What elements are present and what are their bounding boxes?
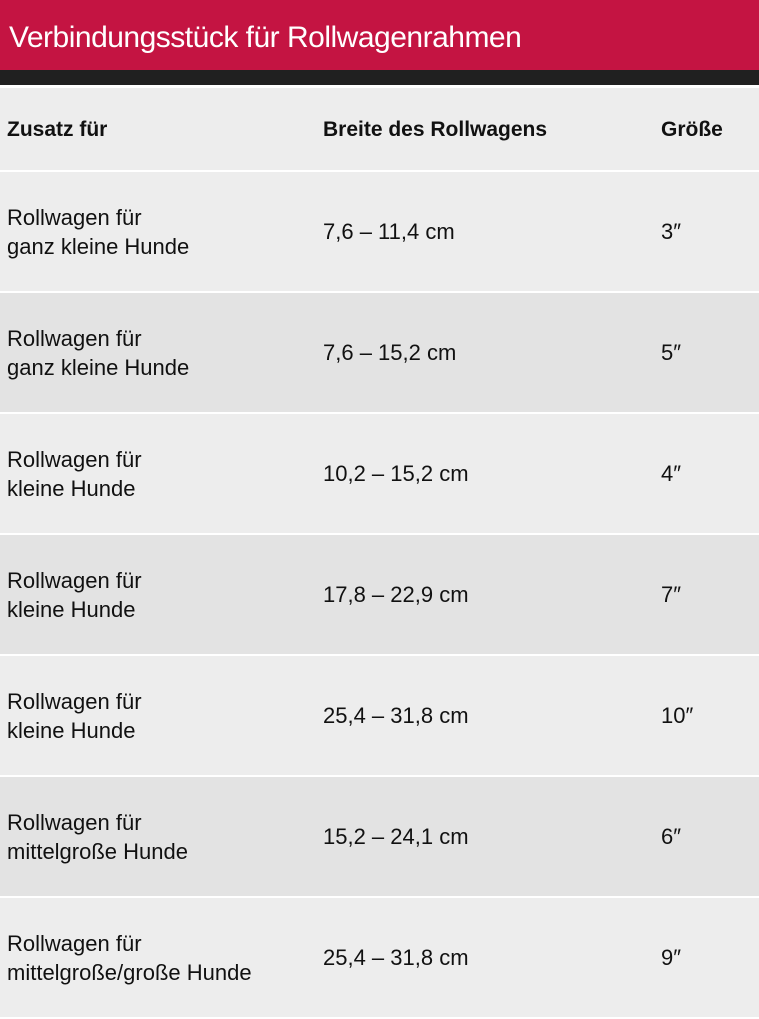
cell-zusatz-line2: ganz kleine Hunde	[7, 233, 190, 259]
cell-zusatz-line2: mittelgroße Hunde	[7, 838, 188, 864]
cell-breite: 17,8 – 22,9 cm	[323, 582, 469, 607]
cell-groesse: 6″	[661, 824, 682, 849]
table-row	[0, 172, 759, 293]
cell-breite: 10,2 – 15,2 cm	[323, 461, 469, 486]
cell-groesse: 9″	[661, 945, 682, 970]
cell-zusatz-line1: Rollwagen für	[7, 325, 142, 351]
table-row	[0, 414, 759, 535]
cell-zusatz	[0, 687, 315, 745]
header-zusatz: Zusatz für	[7, 117, 108, 141]
size-table	[0, 88, 759, 1019]
cell-breite: 15,2 – 24,1 cm	[323, 824, 469, 849]
title-bar	[0, 0, 759, 70]
cell-zusatz-line2: kleine Hunde	[7, 717, 136, 743]
cell-zusatz	[0, 203, 315, 261]
cell-breite: 7,6 – 11,4 cm	[323, 219, 455, 244]
cell-zusatz	[0, 445, 315, 503]
cell-zusatz-line2: kleine Hunde	[7, 596, 136, 622]
page-title: Verbindungsstück für Rollwagenrahmen	[9, 21, 522, 54]
cell-groesse: 5″	[661, 340, 682, 365]
header-breite: Breite des Rollwagens	[323, 117, 548, 141]
cell-zusatz-line1: Rollwagen für	[7, 446, 142, 472]
cell-zusatz	[0, 808, 315, 866]
cell-zusatz-line1: Rollwagen für	[7, 567, 142, 593]
cell-breite: 25,4 – 31,8 cm	[323, 945, 469, 970]
cell-zusatz	[0, 929, 315, 987]
cell-zusatz-line2: ganz kleine Hunde	[7, 354, 190, 380]
cell-groesse: 7″	[661, 582, 682, 607]
cell-breite: 7,6 – 15,2 cm	[323, 340, 457, 365]
cell-zusatz-line1: Rollwagen für	[7, 930, 142, 956]
header-groesse: Größe	[661, 117, 723, 141]
table-row	[0, 535, 759, 656]
cell-zusatz-line1: Rollwagen für	[7, 809, 142, 835]
table-row	[0, 656, 759, 777]
cell-groesse: 10″	[661, 703, 694, 728]
cell-groesse: 3″	[661, 219, 682, 244]
cell-breite: 25,4 – 31,8 cm	[323, 703, 469, 728]
cell-zusatz-line2: mittelgroße/große Hunde	[7, 959, 252, 985]
cell-groesse: 4″	[661, 461, 682, 486]
table-row	[0, 898, 759, 1019]
cell-zusatz	[0, 324, 315, 382]
cell-zusatz-line1: Rollwagen für	[7, 204, 142, 230]
divider-bar	[0, 70, 759, 85]
cell-zusatz	[0, 566, 315, 624]
table-header-row	[0, 88, 759, 172]
cell-zusatz-line2: kleine Hunde	[7, 475, 136, 501]
table-row	[0, 777, 759, 898]
cell-zusatz-line1: Rollwagen für	[7, 688, 142, 714]
table-row	[0, 293, 759, 414]
